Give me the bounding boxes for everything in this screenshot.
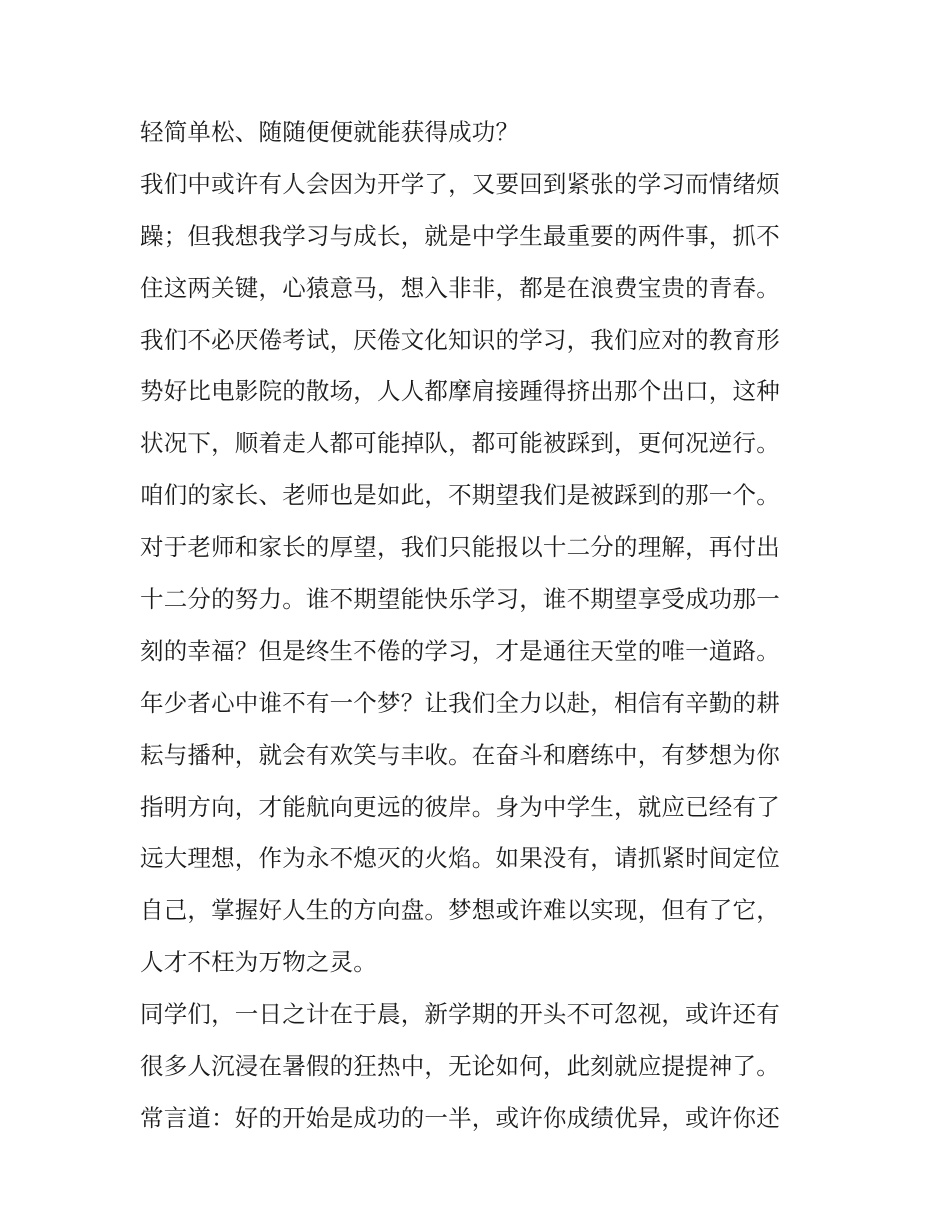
text-line-12: 年少者心中谁不有一个梦？让我们全力以赴，相信有辛勤的耕 [140, 688, 780, 717]
text-line-14: 指明方向，才能航向更远的彼岸。身为中学生，就应已经有了 [140, 792, 780, 821]
text-line-15: 远大理想，作为永不熄灭的火焰。如果没有，请抓紧时间定位 [140, 844, 780, 873]
text-line-1: 轻简单松、随随便便就能获得成功？ [140, 118, 520, 146]
body-text [140, 107, 820, 1145]
text-line-13: 耘与播种，就会有欢笑与丰收。在奋斗和磨练中，有梦想为你 [140, 740, 780, 769]
text-line-2: 我们中或许有人会因为开学了，又要回到紧张的学习而情绪烦 [140, 169, 780, 198]
text-line-18: 同学们，一日之计在于晨，新学期的开头不可忽视，或许还有 [140, 1000, 780, 1029]
text-line-17: 人才不枉为万物之灵。 [140, 948, 377, 977]
text-line-16: 自己，掌握好人生的方向盘。梦想或许难以实现，但有了它， [140, 896, 780, 925]
text-line-7: 状况下，顺着走人都可能掉队，都可能被踩到，更何况逆行。 [140, 429, 780, 458]
text-line-8: 咱们的家长、老师也是如此，不期望我们是被踩到的那一个。 [140, 481, 780, 510]
text-line-3: 躁；但我想我学习与成长，就是中学生最重要的两件事，抓不 [140, 221, 780, 250]
text-line-19: 很多人沉浸在暑假的狂热中，无论如何，此刻就应提提神了。 [140, 1052, 780, 1081]
text-line-9: 对于老师和家长的厚望，我们只能报以十二分的理解，再付出 [140, 533, 780, 562]
text-line-20: 常言道：好的开始是成功的一半，或许你成绩优异，或许你还 [140, 1103, 780, 1132]
text-line-4: 住这两关键，心猿意马，想入非非，都是在浪费宝贵的青春。 [140, 273, 780, 302]
text-line-11: 刻的幸福？但是终生不倦的学习，才是通往天堂的唯一道路。 [140, 636, 780, 665]
text-line-6: 势好比电影院的散场，人人都摩肩接踵得挤出那个出口，这种 [140, 377, 780, 406]
text-line-10: 十二分的努力。谁不期望能快乐学习，谁不期望享受成功那一 [140, 585, 780, 614]
text-line-5: 我们不必厌倦考试，厌倦文化知识的学习，我们应对的教育形 [140, 325, 780, 354]
